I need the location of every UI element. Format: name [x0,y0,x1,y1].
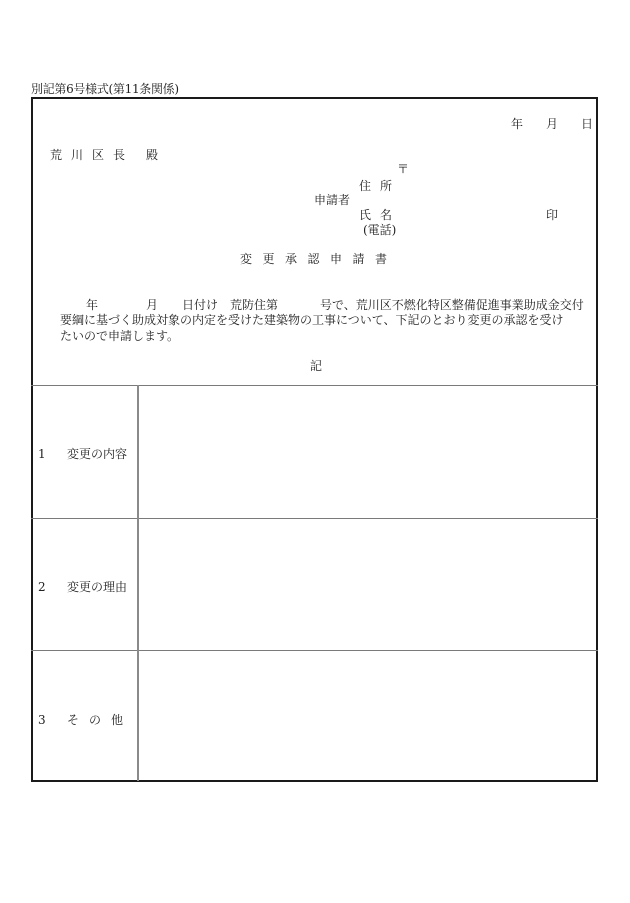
row-title: 変更の理由 [67,580,128,594]
body-line-3: たいので申請します。 [60,329,180,343]
row-number: 1 [38,447,46,461]
row-title: その他 [67,713,134,727]
addressee-honorific: 殿 [146,148,168,162]
table-row-label [38,445,127,462]
body-month: 月 [146,298,159,312]
phone-label: (電話) [363,223,397,237]
applicant-label: 申請者 [314,193,351,207]
body-line-2: 要綱に基づく助成対象の内定を受けた建築物の工事について、下記のとおり変更の承認を受け [60,313,564,327]
form-style-label: 別記第6号様式(第11条関係) [31,82,179,96]
row-title: 変更の内容 [67,447,128,461]
name-label: 氏名 [359,208,402,222]
addressee [50,146,167,163]
document-title: 変更承認申請書 [240,252,398,266]
change-content-field[interactable] [139,386,596,518]
day-label: 日 [581,117,594,131]
ki-marker: 記 [310,359,323,373]
other-field[interactable] [139,651,596,780]
row-number: 3 [38,713,46,727]
body-dated: 日付け 荒防住第 [182,298,279,312]
body-rest: 号で、荒川区不燃化特区整備促進事業助成金交付 [320,298,584,312]
address-label: 住所 [359,179,402,193]
seal-label: 印 [546,208,559,222]
table-row-label [38,578,127,595]
body-year: 年 [86,298,99,312]
change-reason-field[interactable] [139,519,596,650]
date-line [511,115,593,132]
addressee-name: 荒川区長 [50,148,135,162]
year-label: 年 [511,117,524,131]
postal-mark: 〒 [397,162,410,176]
month-label: 月 [546,117,559,131]
row-number: 2 [38,580,46,594]
table-row-label [38,711,133,728]
